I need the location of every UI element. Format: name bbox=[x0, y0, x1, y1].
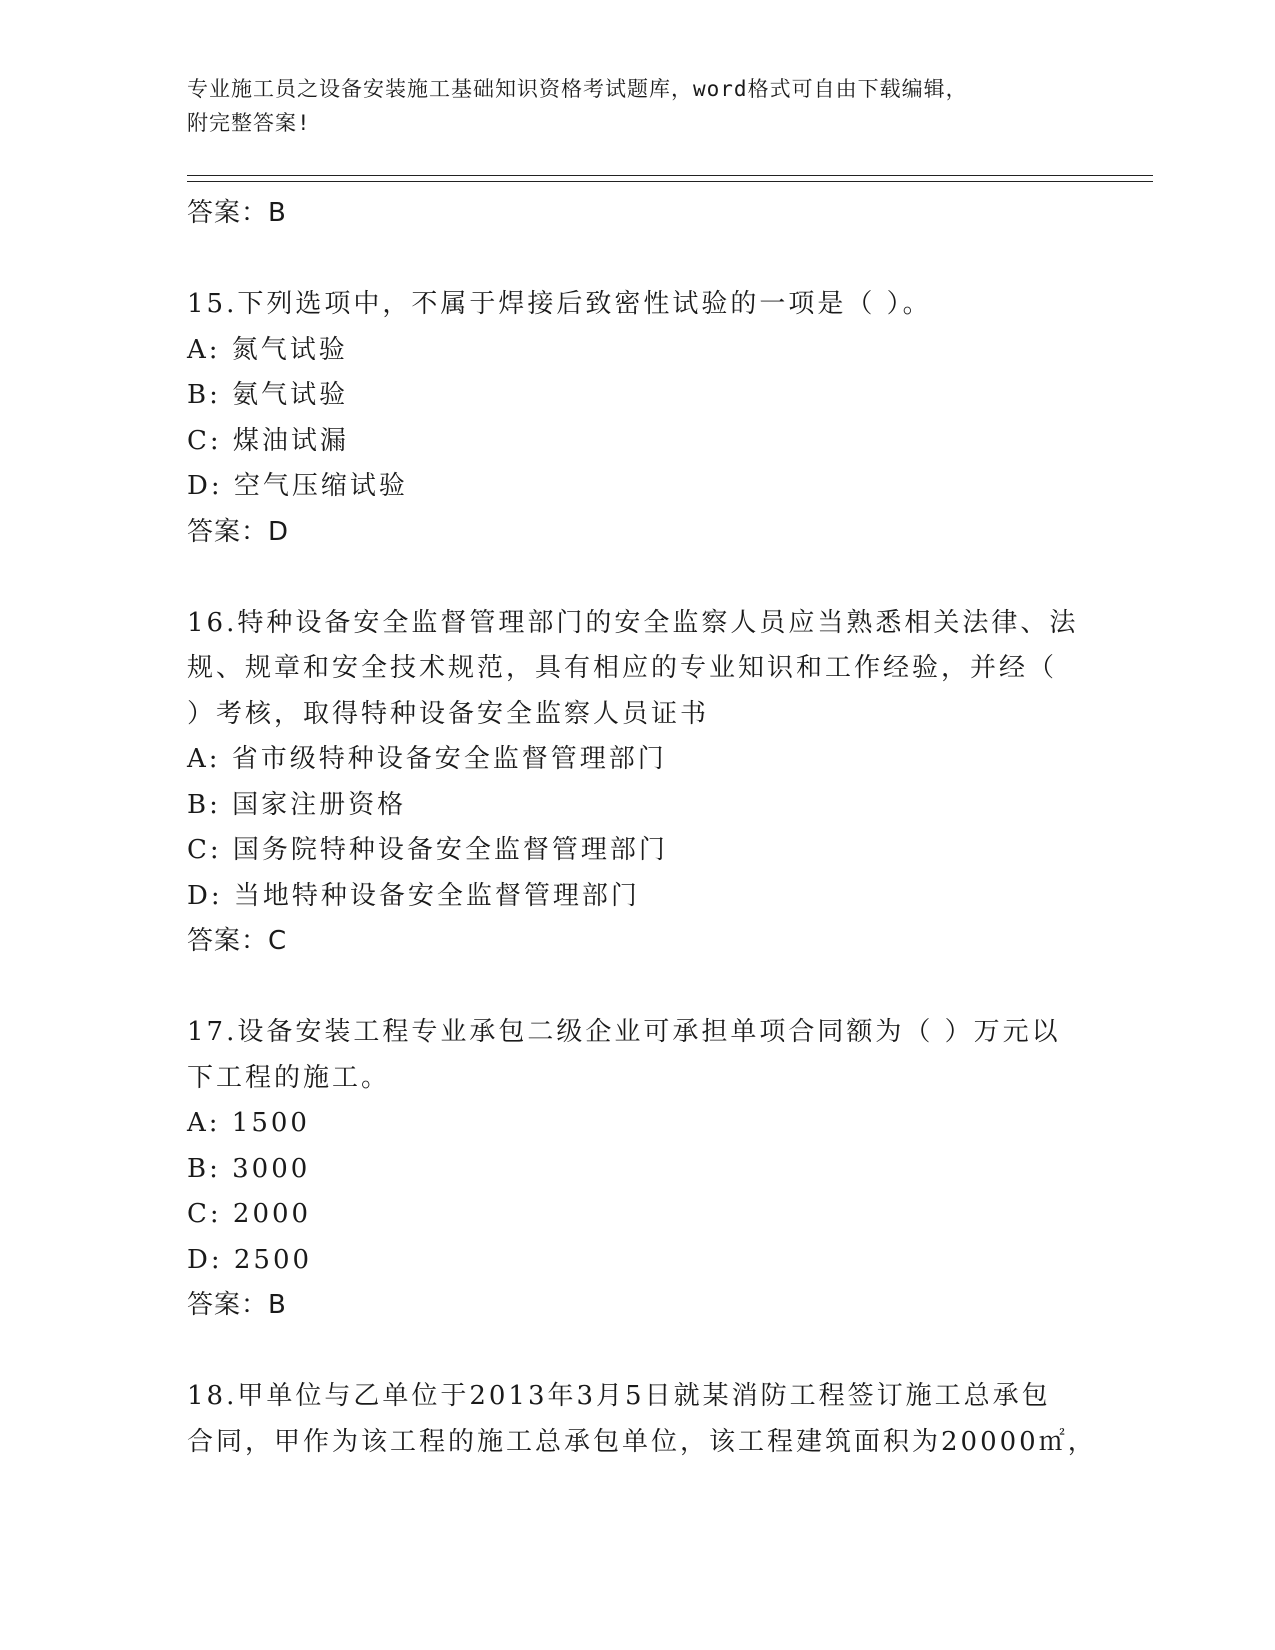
answer: 答案：D bbox=[187, 516, 290, 547]
answer: 答案：B bbox=[187, 1290, 287, 1320]
question-text: 17.设备安装工程专业承包二级企业可承担单项合同额为（ ）万元以 bbox=[187, 1017, 1061, 1047]
question-18 bbox=[187, 1374, 1097, 1465]
question-15 bbox=[187, 282, 1087, 555]
document-header bbox=[187, 72, 1047, 140]
previous-answer: 答案：B bbox=[187, 198, 287, 228]
option-c: C: 国务院特种设备安全监督管理部门 bbox=[187, 835, 668, 865]
question-16 bbox=[187, 601, 1087, 965]
option-b: B: 3000 bbox=[187, 1153, 311, 1184]
question-text: 规、规章和安全技术规范，具有相应的专业知识和工作经验，并经（ bbox=[187, 653, 1058, 683]
option-c: C: 煤油试漏 bbox=[187, 425, 349, 456]
header-line-1: 专业施工员之设备安装施工基础知识资格考试题库，word格式可自由下载编辑， bbox=[187, 77, 968, 101]
question-list bbox=[187, 191, 1097, 1465]
option-d: D: 2500 bbox=[187, 1244, 313, 1275]
question-text: 16.特种设备安全监督管理部门的安全监察人员应当熟悉相关法律、法 bbox=[187, 607, 1079, 638]
question-text: 15.下列选项中，不属于焊接后致密性试验的一项是（ ）。 bbox=[187, 289, 932, 319]
question-text: ）考核，取得特种设备安全监察人员证书 bbox=[187, 698, 710, 729]
question-17 bbox=[187, 1010, 1087, 1329]
option-b: B: 国家注册资格 bbox=[187, 789, 407, 820]
option-a: A: 1500 bbox=[187, 1108, 310, 1138]
option-a: A: 省市级特种设备安全监督管理部门 bbox=[187, 744, 667, 774]
header-divider-top bbox=[187, 175, 1153, 176]
option-b: B: 氨气试验 bbox=[187, 380, 349, 410]
option-c: C: 2000 bbox=[187, 1199, 312, 1229]
question-text: 18.甲单位与乙单位于2013年3月5日就某消防工程签订施工总承包 bbox=[187, 1381, 1051, 1411]
question-text: 合同，甲作为该工程的施工总承包单位，该工程建筑面积为20000㎡， bbox=[187, 1426, 1097, 1457]
answer: 答案：C bbox=[187, 926, 288, 956]
header-line-2: 附完整答案! bbox=[187, 111, 311, 135]
option-d: D: 当地特种设备安全监督管理部门 bbox=[187, 880, 640, 911]
option-d: D: 空气压缩试验 bbox=[187, 471, 408, 501]
question-text: 下工程的施工。 bbox=[187, 1062, 391, 1093]
option-a: A: 氮气试验 bbox=[187, 334, 348, 365]
header-divider-bottom bbox=[187, 181, 1153, 182]
